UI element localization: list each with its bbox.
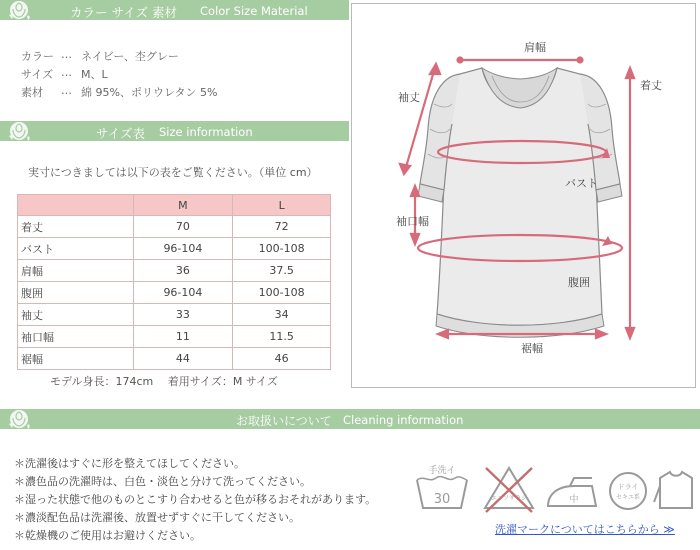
hand-wash-temp: 30 xyxy=(433,492,451,507)
row-value-l: 46 xyxy=(233,348,331,370)
dry-clean-icon xyxy=(610,473,646,509)
cleaning-title-jp: お取扱いについて xyxy=(236,414,332,428)
row-label: 袖丈 xyxy=(18,304,134,326)
row-value-m: 70 xyxy=(133,216,233,238)
row-value-m: 33 xyxy=(133,304,233,326)
spec-title-jp: カラー サイズ 素材 xyxy=(70,5,177,20)
measurement-diagram xyxy=(351,3,696,388)
cleaning-item: ＊洗濯後はすぐに形を整えてほしてください。 xyxy=(14,457,245,470)
table-row xyxy=(18,348,331,370)
model-note: モデル身長：174cm 着用サイズ：M サイズ xyxy=(50,375,278,388)
spec-value: M、L xyxy=(81,68,108,81)
row-value-l: 72 xyxy=(233,216,331,238)
row-value-l: 11.5 xyxy=(233,326,331,348)
row-label: バスト xyxy=(18,238,134,260)
row-value-m: 11 xyxy=(133,326,233,348)
dry-clean-sub: セキユ系 xyxy=(615,494,641,501)
row-value-l: 100-108 xyxy=(233,282,331,304)
cleaning-item: ＊湿った状態で他のものとこすり合わせると色が移るおそれがあります。 xyxy=(14,493,377,506)
garment-illustration xyxy=(352,4,697,389)
row-value-l: 37.5 xyxy=(233,260,331,282)
spec-dots: … xyxy=(61,66,72,79)
label-sleeve-length: 袖丈 xyxy=(398,91,420,104)
row-label: 腹囲 xyxy=(18,282,134,304)
no-bleach-icon xyxy=(485,468,533,512)
iron-label: 中 xyxy=(569,495,579,505)
iron-medium-icon xyxy=(548,478,596,506)
rose-icon xyxy=(6,118,32,144)
spec-key: 素材 xyxy=(21,86,43,99)
row-value-l: 34 xyxy=(233,304,331,326)
label-bust: バスト xyxy=(565,177,598,190)
bleach-label: エンソサラシ xyxy=(490,495,528,502)
spec-value: ネイビー、杢グレー xyxy=(81,50,179,63)
cleaning-item: ＊濃色品の洗濯時は、白色・淡色と分けて洗ってください。 xyxy=(14,475,311,488)
row-label: 袖口幅 xyxy=(18,326,134,348)
size-unit-note: 実寸につきましては以下の表をご覧ください。（単位 cm） xyxy=(28,166,318,179)
row-value-m: 96-104 xyxy=(133,238,233,260)
row-value-m: 44 xyxy=(133,348,233,370)
row-value-m: 36 xyxy=(133,260,233,282)
shirt-icon xyxy=(654,472,692,508)
rose-icon xyxy=(6,406,32,432)
size-table-header-blank xyxy=(18,195,134,216)
size-table-header-l: L xyxy=(233,195,331,216)
row-label: 裾幅 xyxy=(18,348,134,370)
table-row xyxy=(18,326,331,348)
size-section-header xyxy=(0,121,349,141)
hand-wash-label: 手洗イ xyxy=(428,466,456,476)
spec-key: サイズ xyxy=(21,68,54,81)
spec-title-en: Color Size Material xyxy=(200,4,308,18)
label-shoulder: 肩幅 xyxy=(524,41,546,54)
cleaning-section-header xyxy=(0,409,700,429)
size-table-header-m: M xyxy=(133,195,233,216)
care-symbols xyxy=(414,464,694,516)
cleaning-title-en: Cleaning information xyxy=(343,413,464,427)
table-row xyxy=(18,282,331,304)
label-waist: 腹囲 xyxy=(568,276,590,289)
cleaning-item: ＊濃淡配色品は洗濯後、放置せずすぐに干してください。 xyxy=(14,511,300,524)
hand-wash-icon xyxy=(417,464,467,508)
row-label: 肩幅 xyxy=(18,260,134,282)
spec-dots: … xyxy=(61,84,72,97)
table-row xyxy=(18,304,331,326)
row-label: 着丈 xyxy=(18,216,134,238)
rose-icon xyxy=(6,0,32,23)
cleaning-item: ＊乾燥機のご使用はお避けください。 xyxy=(14,529,201,542)
label-cuff: 袖口幅 xyxy=(396,215,429,228)
row-value-m: 96-104 xyxy=(133,282,233,304)
spec-section-header xyxy=(0,0,349,20)
label-length: 着丈 xyxy=(640,79,662,92)
size-title-en: Size information xyxy=(159,125,253,139)
spec-dots: … xyxy=(61,48,72,61)
table-row xyxy=(18,260,331,282)
dry-clean-label: ドライ xyxy=(617,483,639,491)
spec-value: 綿 95%、ポリウレタン 5% xyxy=(81,86,218,99)
label-hem: 裾幅 xyxy=(521,342,543,355)
size-table-header-row xyxy=(18,195,331,216)
size-table xyxy=(17,194,331,370)
row-value-l: 100-108 xyxy=(233,238,331,260)
spec-key: カラー xyxy=(21,50,54,63)
care-symbols-link[interactable]: 洗濯マークについてはこちらから ≫ xyxy=(495,523,675,536)
size-title-jp: サイズ表 xyxy=(96,126,146,141)
table-row xyxy=(18,238,331,260)
table-row xyxy=(18,216,331,238)
